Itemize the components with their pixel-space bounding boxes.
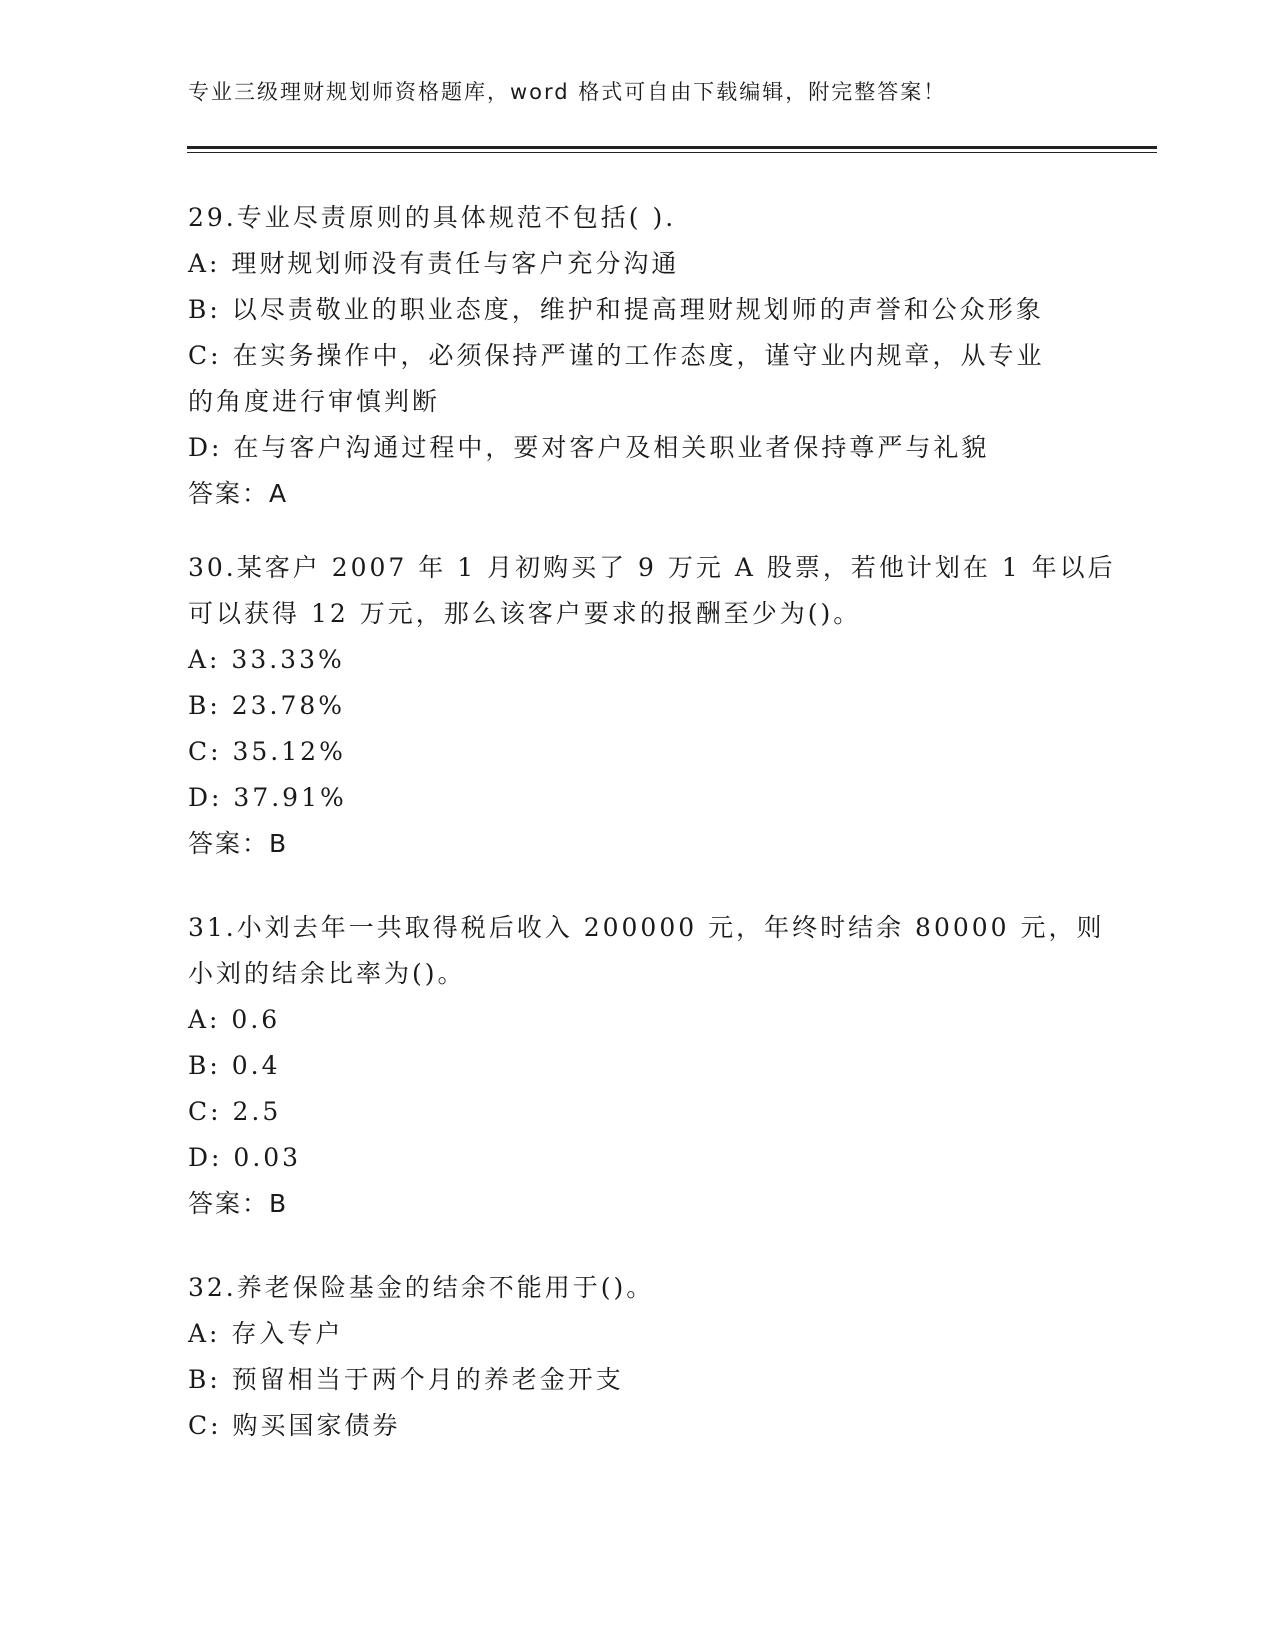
answer-label: 答案：A [188,479,289,508]
question-30 [188,545,1116,867]
question-stem: 31.小刘去年一共取得税后收入 200000 元，年终时结余 80000 元，则 [188,913,1105,942]
question-stem: 32.养老保险基金的结余不能用于()。 [188,1273,655,1302]
option-d: D: 在与客户沟通过程中，要对客户及相关职业者保持尊严与礼貌 [188,433,990,462]
option-d: D: 37.91% [188,783,347,812]
option-b: B: 预留相当于两个月的养老金开支 [188,1365,624,1394]
option-c-continued: 的角度进行审慎判断 [188,387,441,416]
option-b: B: 以尽责敬业的职业态度，维护和提高理财规划师的声誉和公众形象 [188,295,1044,324]
option-c: C: 购买国家债券 [188,1411,401,1440]
question-32 [188,1265,1088,1449]
question-31 [188,905,1105,1227]
option-c: C: 2.5 [188,1097,282,1126]
option-a: A: 理财规划师没有责任与客户充分沟通 [188,249,680,278]
question-stem-continued: 小刘的结余比率为()。 [188,959,466,988]
question-29 [188,195,1088,517]
answer-label: 答案：B [188,1189,289,1218]
page-header: 专业三级理财规划师资格题库，word 格式可自由下载编辑，附完整答案！ [188,80,947,104]
option-a: A: 0.6 [188,1005,281,1034]
option-d: D: 0.03 [188,1143,302,1172]
option-b: B: 0.4 [188,1051,281,1080]
question-stem: 30.某客户 2007 年 1 月初购买了 9 万元 A 股票，若他计划在 1 年以后 [188,553,1116,582]
header-divider [187,146,1157,153]
question-stem: 29.专业尽责原则的具体规范不包括( ). [188,203,677,232]
option-b: B: 23.78% [188,691,346,720]
option-a: A: 存入专户 [188,1319,344,1348]
option-c: C: 35.12% [188,737,346,766]
answer-label: 答案：B [188,829,289,858]
question-stem-continued: 可以获得 12 万元，那么该客户要求的报酬至少为()。 [188,599,862,628]
option-a: A: 33.33% [188,645,345,674]
option-c: C: 在实务操作中，必须保持严谨的工作态度，谨守业内规章，从专业 [188,341,1045,370]
